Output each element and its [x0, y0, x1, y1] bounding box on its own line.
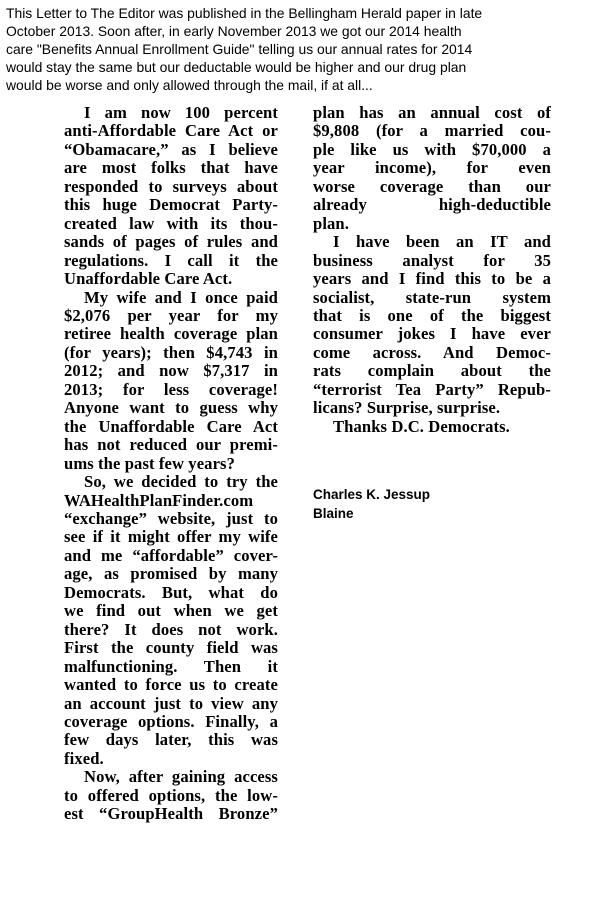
letter-line: (for years); then $4,743 in — [64, 342, 278, 362]
letter-signature — [313, 486, 430, 523]
letter-line: there? It does not work. — [64, 619, 278, 639]
letter-line: and me “affordable” cover- — [64, 545, 278, 565]
letter-line: “exchange” website, just to — [64, 508, 278, 528]
signature-location: Blaine — [313, 505, 354, 521]
letter-line: malfunctioning. Then it — [64, 656, 278, 676]
intro-line: would be worse and only allowed through the mail, if at all... — [6, 77, 373, 93]
letter-line: come across. And Democ- — [313, 342, 551, 362]
letter-line: we find out when we get — [64, 601, 278, 621]
letter-line: created law with its thou- — [64, 213, 278, 233]
letter-line: First the county field was — [64, 638, 278, 658]
letter-line: My wife and I once paid — [84, 287, 278, 307]
letter-line: licans? Surprise, surprise. — [313, 398, 501, 418]
letter-line: to offered options, the low- — [64, 785, 278, 805]
intro-line: care "Benefits Annual Enrollment Guide" telling us our annual rates for 2014 — [6, 41, 473, 57]
letter-paragraph — [64, 768, 278, 823]
letter-line: anti-Affordable Care Act or — [64, 121, 278, 141]
letter-line: So, we decided to try the — [84, 472, 278, 492]
signature-name: Charles K. Jessup — [313, 487, 431, 502]
letter-paragraph — [313, 418, 551, 436]
letter-line: Now, after gaining access — [84, 767, 278, 787]
letter-line: worse coverage than our — [313, 176, 551, 196]
letter-line: Democrats. But, what do — [64, 582, 278, 602]
letter-line: I have been an IT and — [333, 232, 551, 252]
letter-line: are most folks that have — [64, 158, 278, 178]
letter-line: socialist, state-run system — [313, 287, 551, 307]
letter-line: est “GroupHealth Bronze” — [64, 804, 278, 824]
letter-left-column — [64, 104, 278, 824]
letter-line: business analyst for 35 — [313, 250, 551, 270]
letter-line: $2,076 per year for my — [64, 305, 278, 325]
letter-line: regulations. I call it the — [64, 250, 278, 270]
intro-note — [6, 4, 596, 94]
letter-paragraph — [313, 233, 551, 418]
letter-line: rats complain about the — [313, 361, 551, 381]
letter-line: that is one of the biggest — [313, 305, 551, 325]
letter-line: “terrorist Tea Party” Repub- — [313, 379, 551, 399]
intro-line: October 2013. Soon after, in early November 2013 we got our 2014 health — [6, 23, 462, 39]
letter-line: consumer jokes I have ever — [313, 324, 551, 344]
letter-right-column — [313, 104, 551, 436]
letter-line: age, as promised by many — [64, 564, 278, 584]
intro-line: This Letter to The Editor was published in the Bellingham Herald paper in late — [6, 5, 483, 21]
letter-paragraph — [64, 104, 278, 289]
letter-line: plan has an annual cost of — [313, 103, 551, 122]
letter-line: few days later, this was — [64, 730, 278, 750]
letter-paragraph — [64, 473, 278, 768]
intro-line: would stay the same but our deductable would be higher and our drug plan — [6, 59, 467, 75]
letter-line: ple like us with $70,000 a — [313, 139, 551, 159]
letter-line: wanted to force us to create — [64, 675, 278, 695]
letter-line: $9,808 (for a married cou- — [313, 121, 551, 141]
letter-line: 2012; and now $7,317 in — [64, 361, 278, 381]
letter-line: an account just to view any — [64, 693, 278, 713]
letter-line: “Obamacare,” as I believe — [64, 139, 278, 159]
letter-line: coverage options. Finally, a — [64, 711, 278, 731]
letter-paragraph — [313, 104, 551, 233]
letter-line: sands of pages of rules and — [64, 232, 278, 252]
letter-line: plan. — [313, 213, 350, 233]
letter-line: retiree health coverage plan — [64, 324, 278, 344]
letter-line: year income), for even — [313, 158, 551, 178]
letter-line: already high-deductible — [313, 195, 551, 215]
letter-line: Unaffordable Care Act. — [64, 269, 233, 289]
letter-line: see if it might offer my wife — [64, 527, 278, 547]
letter-line: Thanks D.C. Democrats. — [333, 416, 510, 436]
letter-line: Anyone want to guess why — [64, 398, 278, 418]
letter-line: I am now 100 percent — [84, 103, 278, 122]
letter-line: fixed. — [64, 748, 104, 768]
letter-line: 2013; for less coverage! — [64, 379, 278, 399]
letter-line: this huge Democrat Party- — [64, 195, 278, 215]
letter-paragraph — [64, 289, 278, 474]
letter-line: WAHealthPlanFinder.com — [64, 490, 254, 510]
letter-line: years and I find this to be a — [313, 269, 551, 289]
letter-line: has not reduced our premi- — [64, 435, 278, 455]
letter-line: the Unaffordable Care Act — [64, 416, 278, 436]
letter-line: responded to surveys about — [64, 176, 278, 196]
letter-line: ums the past few years? — [64, 453, 235, 473]
